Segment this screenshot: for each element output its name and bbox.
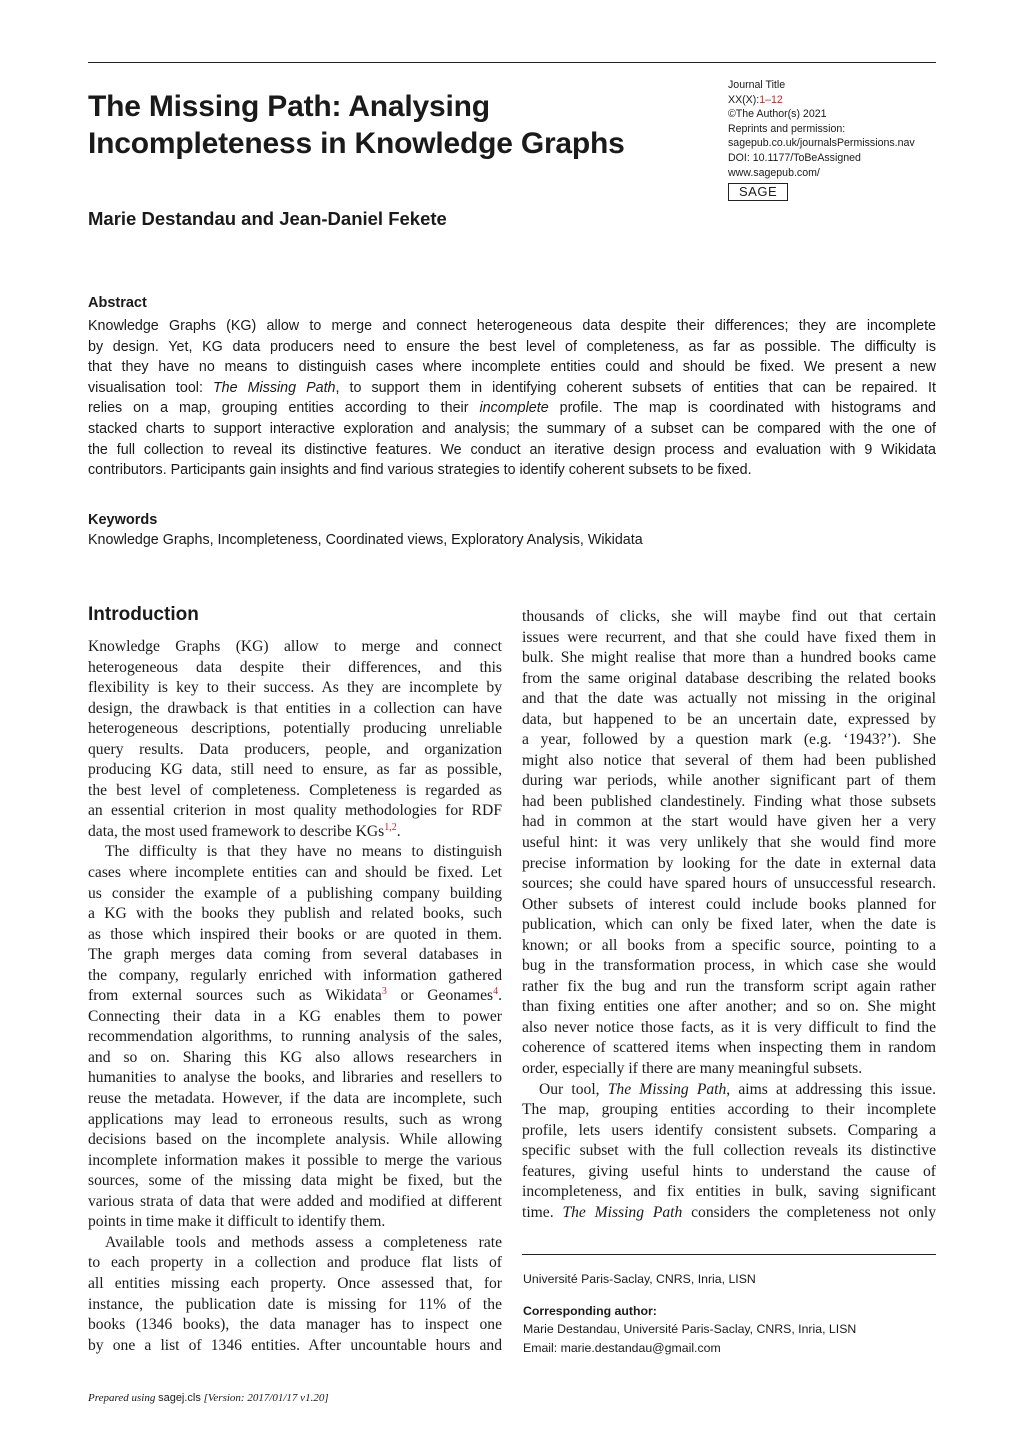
emphasis: incomplete: [479, 400, 549, 417]
journal-info: [728, 78, 948, 201]
body-line: Other subsets of interest could include books planned for: [522, 895, 936, 913]
body-line: sources, some of the missing data might be fixed, but the: [88, 1172, 502, 1190]
abstract-line: [88, 378, 936, 399]
body-line: known; or all books from a specific source, pointing to a: [522, 936, 936, 954]
body-text-segment: data, the most used framework to describe KGs: [88, 822, 385, 840]
sage-logo: SAGE: [728, 183, 788, 201]
body-line: heterogeneous data despite their differences, and this: [88, 658, 502, 676]
body-line: Available tools and methods assess a completeness rate: [105, 1233, 502, 1251]
journal-volume: [728, 93, 948, 108]
paper-title: [88, 88, 688, 162]
body-text-segment: or Geonames: [386, 987, 494, 1005]
body-line: also never notice those facts, as it is very difficult to find the: [522, 1018, 936, 1036]
corresponding-author-name: Marie Destandau, Université Paris-Saclay, CNRS, Inria, LISN: [523, 1322, 857, 1336]
body-line: during war periods, while another significant part of them: [522, 772, 936, 790]
abstract-text-segment: profile. The map is coordinated with histograms and: [548, 400, 936, 417]
affiliation: Université Paris-Saclay, CNRS, Inria, LISN: [523, 1272, 756, 1286]
body-line: profile, lets users identify consistent subsets. Comparing a: [522, 1121, 936, 1139]
footer-text-segment: Prepared using: [88, 1392, 159, 1404]
abstract-line: the full collection to reveal its distinctive features. We conduct an iterative design process and evaluation with 9 Wikidata: [88, 441, 936, 458]
body-line: useful hint: it was very unlikely that she would find more: [522, 834, 936, 852]
keywords-text: Knowledge Graphs, Incompleteness, Coordinated views, Exploratory Analysis, Wikidata: [88, 532, 643, 548]
journal-copyright: ©The Author(s) 2021: [728, 108, 827, 121]
citation-link[interactable]: 4: [493, 986, 499, 998]
body-line: [88, 822, 502, 843]
abstract-line: by design. Yet, KG data producers need to ensure the best level of completeness, as far as possible. The difficulty is: [88, 338, 936, 355]
abstract-text-segment: relies on a map, grouping entities according to their: [88, 400, 480, 417]
body-line: reuse the metadata. However, if the data are incomplete, such: [88, 1090, 502, 1108]
body-line: incompleteness, and fix entities in bulk, saving significant: [522, 1183, 936, 1201]
body-line: producing KG data, still need to ensure, as far as possible,: [88, 761, 502, 779]
body-line: the company, regularly enriched with information gathered: [88, 966, 502, 984]
body-line: [88, 986, 502, 1007]
body-line: precise information by looking for the date in external data: [522, 854, 936, 872]
body-line: a year, followed by a question mark (e.g. ‘1943?’). She: [522, 731, 936, 749]
body-line: all entities missing each property. Once assessed that, for: [88, 1274, 502, 1292]
body-line: order, especially if there are many meaningful subsets.: [522, 1060, 863, 1078]
body-text-segment: time.: [522, 1203, 563, 1221]
citation-link[interactable]: 1,2: [384, 821, 397, 833]
body-line: decisions based on the incomplete analysis. While allowing: [88, 1131, 502, 1149]
body-line: Connecting their data in a KG enables them to power: [88, 1007, 502, 1025]
body-line: cases where incomplete entities can and should be fixed. Let: [88, 864, 502, 882]
body-line: instance, the publication date is missing for 11% of the: [88, 1295, 502, 1313]
body-line: query results. Data producers, people, and organization: [88, 740, 502, 758]
body-line: by one a list of 1346 entities. After uncountable hours and: [88, 1336, 502, 1354]
body-line: issues were recurrent, and that she could have fixed them in: [522, 628, 936, 646]
reprints-url: sagepub.co.uk/journalsPermissions.nav: [728, 137, 915, 150]
body-line: incomplete information makes it possible to merge the various: [88, 1151, 502, 1169]
abstract-line: that they have no means to distinguish cases where incomplete entities could and should be fixed. We present a new: [88, 359, 936, 376]
body-line: than fixing entities one after another; and so on. She might: [522, 998, 936, 1016]
journal-website: www.sagepub.com/: [728, 166, 820, 179]
body-line: The difficulty is that they have no means to distinguish: [105, 843, 502, 861]
body-line: data, but happened to be an uncertain date, expressed by: [522, 710, 936, 728]
body-line: an essential criterion in most quality methodologies for RDF: [88, 802, 502, 820]
body-line: from the same original database describing the related books: [522, 669, 936, 687]
abstract-line: [88, 398, 936, 419]
body-line: publication, which can only be fixed later, when the date is: [522, 916, 936, 934]
abstract-line: stacked charts to support interactive exploration and analysis; the summary of a subset can be compared with the one of: [88, 420, 936, 437]
footer-text-segment: [Version: 2017/01/17 v1.20]: [200, 1392, 329, 1404]
body-line: as those which inspired their books or are quoted in them.: [88, 925, 502, 943]
corresponding-author-heading: Corresponding author:: [523, 1304, 657, 1318]
footnote-rule: [522, 1254, 936, 1255]
body-line: various strata of data that were added and modified at different: [88, 1192, 502, 1210]
prepared-using-footer: [88, 1392, 329, 1404]
body-text-segment: from external sources such as Wikidata: [88, 987, 382, 1005]
keywords-heading: Keywords: [88, 512, 158, 528]
body-text-segment: .: [396, 822, 401, 840]
tool-name: The Missing Path: [212, 379, 336, 396]
body-line: had in common at the start would have given her a very: [522, 813, 936, 831]
body-line: recommendation algorithms, to running analysis of the sales,: [88, 1028, 502, 1046]
abstract-text: [88, 316, 936, 481]
class-file-name: sagej.cls: [158, 1392, 201, 1404]
abstract-text-segment: visualisation tool:: [88, 379, 213, 396]
body-line: coherence of scattered items when inspecting them in random: [522, 1039, 936, 1057]
body-line: us consider the example of a publishing company building: [88, 884, 502, 902]
body-line: bulk. She might realise that more than a hundred books came: [522, 649, 936, 667]
body-line: heterogeneous descriptions, potentially producing unreliable: [88, 720, 502, 738]
body-line: points in time make it difficult to identify them.: [88, 1213, 386, 1231]
tool-name: The Missing Path: [562, 1203, 683, 1221]
corresponding-author-email: Email: marie.destandau@gmail.com: [523, 1341, 721, 1355]
body-line: design, the drawback is that entities in a collection can have: [88, 699, 502, 717]
reprints-label: Reprints and permission:: [728, 122, 846, 135]
body-line: humanities to analyse the books, and libraries and resellers to: [88, 1069, 502, 1087]
top-rule: [88, 62, 936, 63]
body-line: The map, grouping entities according to their incomplete: [522, 1101, 936, 1119]
section-heading-introduction: Introduction: [88, 604, 199, 625]
body-line: rather fix the bug and run the transform script again rather: [522, 977, 936, 995]
body-line: Knowledge Graphs (KG) allow to merge and connect: [88, 638, 502, 655]
authors: Marie Destandau and Jean-Daniel Fekete: [88, 208, 447, 229]
volume-prefix: XX(X):: [728, 93, 760, 106]
abstract-line: Knowledge Graphs (KG) allow to merge and connect heterogeneous data despite their differences; they are incomplete: [88, 318, 936, 334]
body-line: applications may lead to erroneous results, such as wrong: [88, 1110, 502, 1128]
abstract-heading: Abstract: [88, 295, 147, 311]
tool-name: The Missing Path: [607, 1080, 727, 1098]
body-line: flexibility is key to their success. As they are incomplete by: [88, 679, 502, 697]
body-line: to each property in a collection and produce flat lists of: [88, 1254, 502, 1272]
body-line: specific subset with the full collection reveals its distinctive: [522, 1142, 936, 1160]
body-line: the best level of completeness. Completeness is regarded as: [88, 781, 502, 799]
right-column: [522, 607, 936, 1223]
title-line: Incompleteness in Knowledge Graphs: [88, 127, 625, 160]
body-line: a KG with the books they publish and related books, such: [88, 905, 502, 923]
body-line: had been published clandestinely. Finding what those subsets: [522, 792, 936, 810]
journal-doi: DOI: 10.1177/ToBeAssigned: [728, 151, 861, 164]
body-line: and so on. Sharing this KG also allows researchers in: [88, 1048, 502, 1066]
left-column: [88, 637, 502, 1356]
journal-title: Journal Title: [728, 79, 786, 91]
title-line: The Missing Path: Analysing: [88, 90, 490, 123]
body-line: thousands of clicks, she will maybe find out that certain: [522, 608, 936, 625]
body-text-segment: considers the completeness not only: [682, 1203, 936, 1221]
abstract-line: contributors. Participants gain insights and find various strategies to identify coherent subsets to be fixed.: [88, 462, 752, 479]
citation-link[interactable]: 3: [381, 986, 387, 998]
body-text-segment: Our tool,: [539, 1080, 608, 1098]
abstract-text-segment: , to support them in identifying coherent subsets of entities that can be repaired. It: [335, 379, 936, 396]
body-line: [522, 1203, 936, 1224]
journal-pages-link[interactable]: 1–12: [759, 93, 783, 106]
body-line: bug in the transformation process, in which case she would: [522, 957, 936, 975]
body-line: The graph merges data coming from several databases in: [88, 946, 502, 964]
body-line: might also notice that several of them had been published: [522, 751, 936, 769]
body-text-segment: .: [498, 987, 503, 1005]
body-line: sources; she could have spared hours of unsuccessful research.: [522, 875, 936, 893]
body-text-segment: , aims at addressing this issue.: [726, 1080, 936, 1098]
body-line: and that the date was actually not missing in the original: [522, 690, 936, 708]
body-line: books (1346 books), the data manager has to inspect one: [88, 1316, 502, 1334]
body-line: features, giving useful hints to understand the cause of: [522, 1162, 936, 1180]
body-line: [522, 1080, 936, 1101]
